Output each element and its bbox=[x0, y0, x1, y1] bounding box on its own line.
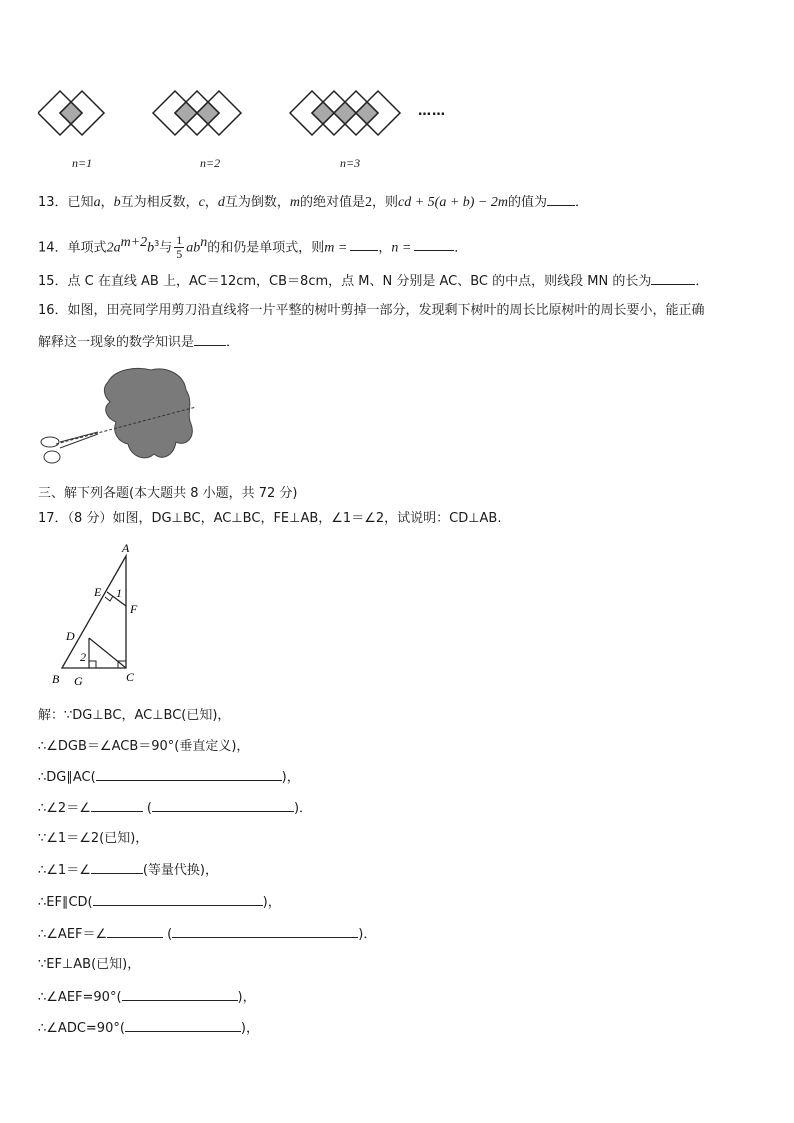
solution-line-9: ∵EF⊥AB(已知)， bbox=[38, 957, 141, 972]
label-1: 1 bbox=[116, 586, 122, 600]
label-A: A bbox=[122, 541, 130, 555]
question-14: 14．单项式$2a^{m+2}b^3$与 $\frac{1}{5}$ $ab^n$的和仍是单项式，则m = ，n = ． bbox=[38, 233, 468, 262]
answer-blank-s8-angle[interactable] bbox=[107, 925, 163, 938]
label-C: C bbox=[126, 670, 135, 684]
answer-blank-q13[interactable] bbox=[547, 193, 575, 206]
label-n3: n=3 bbox=[340, 156, 361, 170]
solution-line-10: ∴∠AEF=90°( )， bbox=[38, 990, 256, 1005]
answer-blank-s10[interactable] bbox=[122, 988, 238, 1001]
pattern-n2 bbox=[153, 91, 241, 135]
solution-line-2: ∴∠DGB＝∠ACB＝90°(垂直定义)， bbox=[38, 739, 250, 754]
solution-line-4: ∴∠2＝∠ ( )． bbox=[38, 801, 313, 816]
section-3-title: 三、解下列各题(本大题共 8 小题，共 72 分) bbox=[38, 486, 298, 501]
fraction-one-fifth: $\frac{1}{5}$ bbox=[176, 233, 183, 262]
question-16-line1: 16．如图，田亮同学用剪刀沿直线将一片平整的树叶剪掉一部分，发现剩下树叶的周长比原树叶的周长要小，能正确 bbox=[38, 303, 705, 318]
solution-line-7: ∴EF∥CD( )， bbox=[38, 895, 281, 910]
label-n2: n=2 bbox=[200, 156, 221, 170]
solution-line-1: 解：∵DG⊥BC，AC⊥BC(已知)， bbox=[38, 708, 231, 723]
solution-line-8: ∴∠AEF＝∠ ( )． bbox=[38, 927, 377, 942]
solution-line-3: ∴DG∥AC( )， bbox=[38, 770, 300, 785]
solution-line-11: ∴∠ADC=90°( )， bbox=[38, 1021, 259, 1036]
leaf-scissors-figure bbox=[36, 362, 201, 477]
answer-blank-s6-angle[interactable] bbox=[91, 861, 143, 874]
label-F: F bbox=[130, 602, 138, 616]
question-15: 15．点 C 在直线 AB 上，AC＝12cm，CB＝8cm，点 M、N 分别是 AC、BC 的中点，则线段 MN 的长为 ． bbox=[38, 274, 709, 289]
answer-blank-s4-reason[interactable] bbox=[152, 799, 294, 812]
label-n1: n=1 bbox=[72, 156, 93, 170]
label-2: 2 bbox=[80, 650, 86, 664]
answer-blank-s3[interactable] bbox=[96, 768, 282, 781]
answer-blank-s7[interactable] bbox=[93, 893, 263, 906]
answer-blank-q14-m[interactable] bbox=[350, 238, 378, 251]
question-17: 17．（8 分）如图，DG⊥BC，AC⊥BC，FE⊥AB，∠1＝∠2，试说明：CD⊥AB. bbox=[38, 511, 502, 526]
diamond-pattern-figures bbox=[38, 85, 458, 145]
label-B: B bbox=[52, 672, 60, 686]
answer-blank-s8-reason[interactable] bbox=[172, 925, 358, 938]
pattern-ellipsis: …… bbox=[418, 104, 446, 119]
triangle-diagram bbox=[46, 540, 156, 690]
label-D: D bbox=[66, 629, 75, 643]
answer-blank-s4-angle[interactable] bbox=[91, 799, 143, 812]
answer-blank-s11[interactable] bbox=[125, 1019, 241, 1032]
solution-line-6: ∴∠1＝∠ (等量代换)， bbox=[38, 863, 219, 878]
pattern-n1 bbox=[38, 91, 104, 135]
question-16-line2: 解释这一现象的数学知识是 ． bbox=[38, 335, 240, 350]
label-E: E bbox=[94, 585, 102, 599]
solution-line-5: ∵∠1＝∠2(已知)， bbox=[38, 831, 149, 846]
pattern-n3 bbox=[290, 91, 400, 135]
question-13: 13．已知a，b互为相反数，c，d互为倒数，m的绝对值是2，则cd + 5(a + b) − 2m的值为 ． bbox=[38, 195, 589, 210]
scissors-icon bbox=[41, 432, 98, 463]
answer-blank-q14-n[interactable] bbox=[414, 238, 454, 251]
label-G: G bbox=[74, 674, 83, 688]
answer-blank-q15[interactable] bbox=[651, 272, 695, 285]
answer-blank-q16[interactable] bbox=[194, 333, 226, 346]
leaf-shape bbox=[104, 369, 192, 458]
